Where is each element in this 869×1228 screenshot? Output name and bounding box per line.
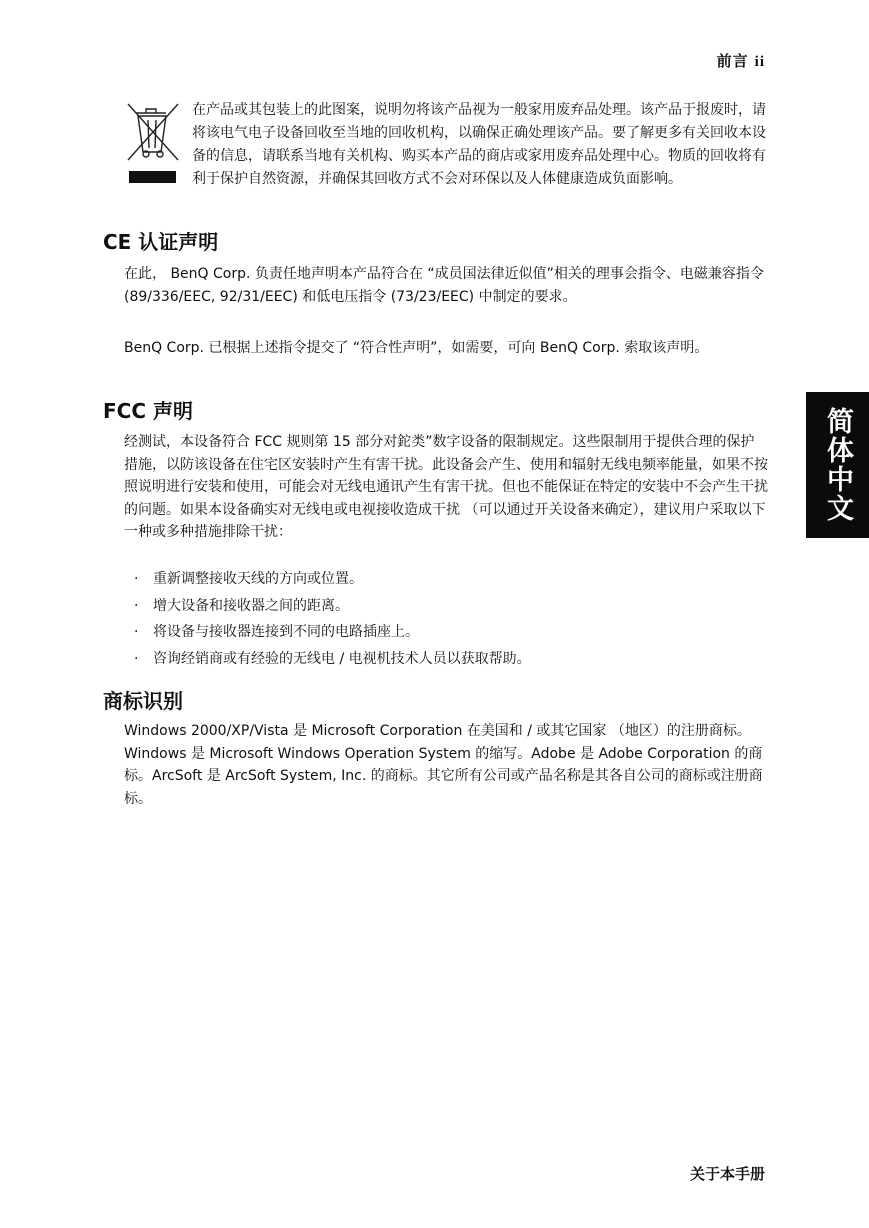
crossed-out-wheelie-bin-icon bbox=[124, 100, 182, 188]
header-section: 前言 bbox=[716, 52, 749, 70]
language-tab bbox=[806, 392, 869, 538]
language-tab-label: 简体中文 bbox=[822, 407, 853, 523]
ce-section-title: CE 认证声明 bbox=[103, 230, 219, 254]
page-header bbox=[717, 50, 765, 71]
fcc-paragraph-1: 经测试，本设备符合 FCC 规则第 15 部分对鉈类”数字设备的限制规定。这些限制用于提供合理的保护措施，以防该设备在住宅区安装时产生有害干扰。此设备会产生、使用和辐射无线电频率能量，如果不按照说明进行安装和使用，可能会对无线电通讯产生有害干扰。但也不能保证在特定的安装中不会产生干扰的问题。如果本设备确实对无线电或电视接收造成干扰 （可以通过开关设备来确定），建议用户采取以下一种或多种措施排除干扰： bbox=[124, 434, 768, 540]
weee-notice: 在产品或其包装上的此图案，说明勿将该产品视为一般家用废弃品处理。该产品于报废时，请将该电气电子设备回收至当地的回收机构，以确保正确处理该产品。要了解更多有关回收本设备的信息，请联系当地有关机构、购买本产品的商店或家用废弃品处理中心。物质的回收将有利于保护自然资源，并确保其回收方式不会对环保以及人体健康造成负面影响。 bbox=[192, 102, 766, 187]
fcc-section-title: FCC 声明 bbox=[103, 399, 193, 423]
trademark-section-title: 商标识别 bbox=[103, 689, 183, 713]
list-item: · 咨询经销商或有经验的无线电 / 电视机技术人员以获取帮助。 bbox=[134, 650, 531, 667]
page-number: ii bbox=[754, 54, 765, 70]
list-item: · 重新调整接收天线的方向或位置。 bbox=[134, 571, 363, 587]
trademark-paragraph: Windows 2000/XP/Vista 是 Microsoft Corporation 在美国和 / 或其它国家 （地区）的注册商标。Windows 是 Microsoft Windows Operation System 的缩写。Adobe 是 Adobe Corporation 的商标。ArcSoft 是 ArcSoft System, Inc. 的商标。其它所有公司或产品名称是其各自公司的商标或注册商标。 bbox=[124, 723, 763, 807]
ce-paragraph-2: BenQ Corp. 已根据上述指令提交了 “符合性声明”，如需要，可向 BenQ Corp. 索取该声明。 bbox=[124, 340, 709, 356]
fcc-measures-list bbox=[134, 568, 754, 674]
ce-paragraph-1: 在此， BenQ Corp. 负责任地声明本产品符合在 “成员国法律近似值”相关的理事会指令、电磁兼容指令 (89/336/EEC, 92/31/EEC) 和低电压指令 (73/23/EEC) 中制定的要求。 bbox=[124, 266, 764, 305]
page-footer: 关于本手册 bbox=[689, 1165, 765, 1183]
list-item: · 将设备与接收器连接到不同的电路插座上。 bbox=[134, 624, 419, 640]
list-item: · 增大设备和接收器之间的距离。 bbox=[134, 597, 349, 614]
